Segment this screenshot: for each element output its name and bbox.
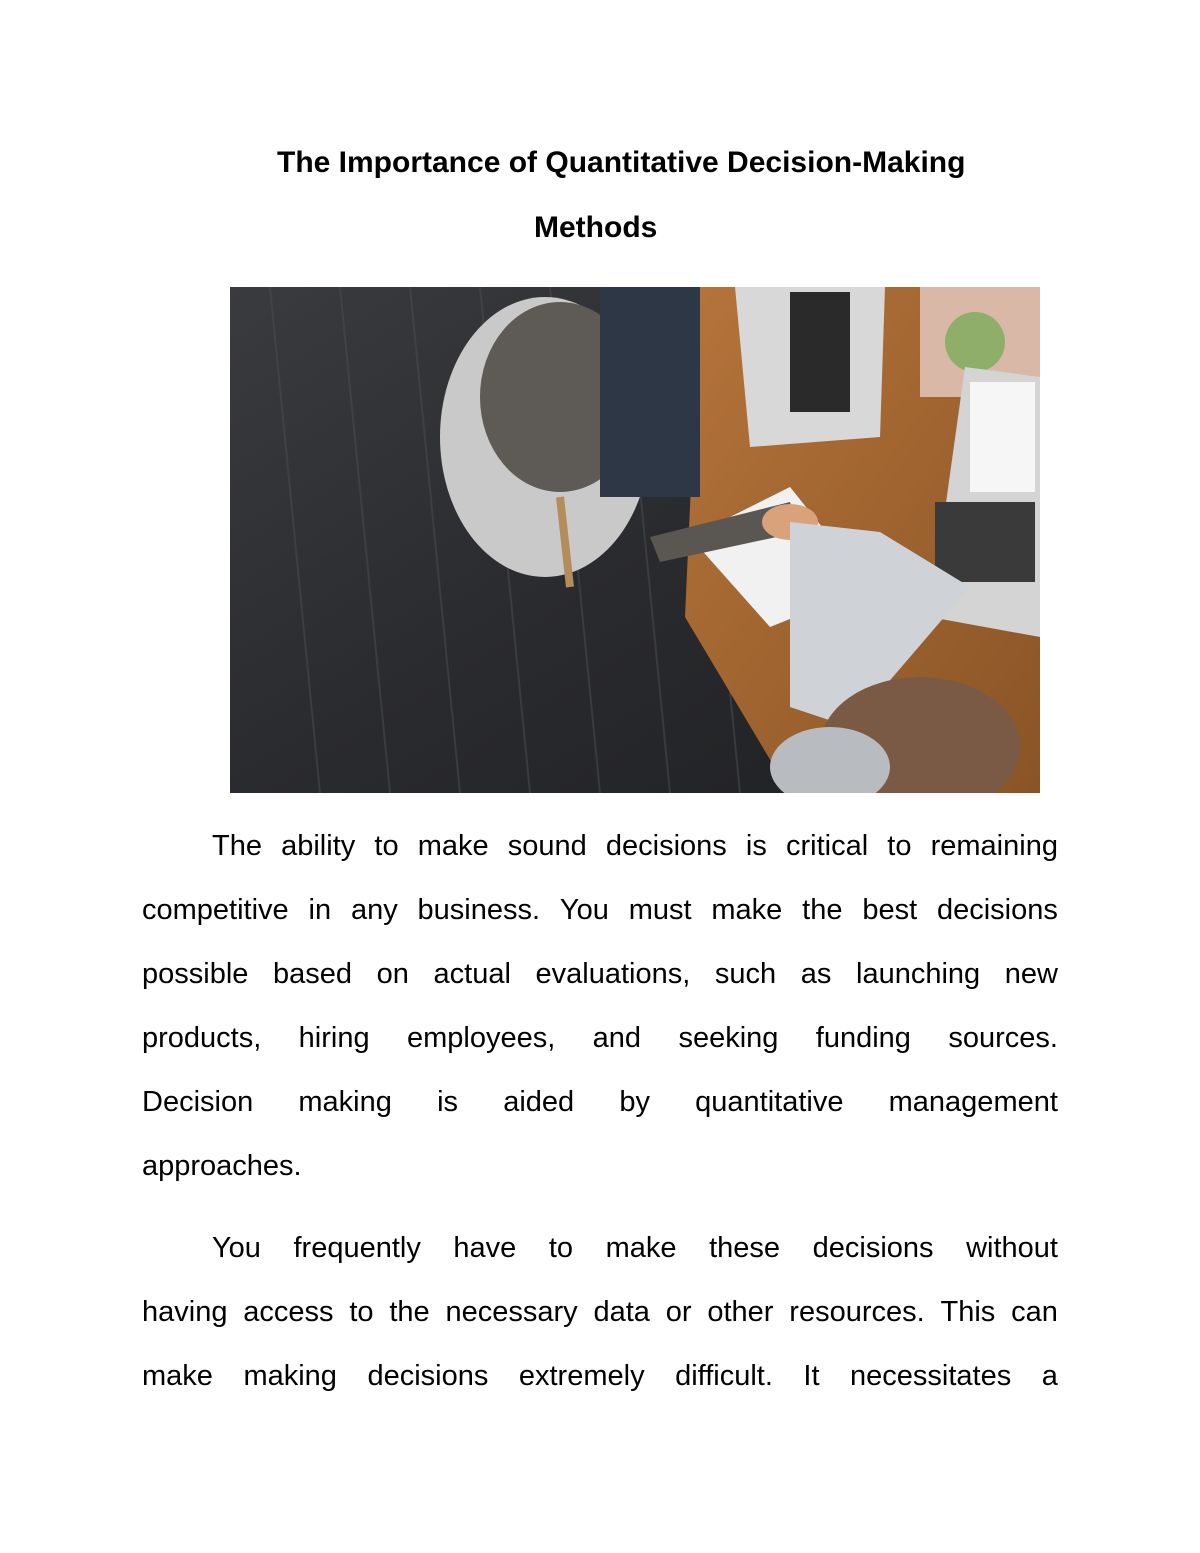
paragraph-2-line-2: having access to the necessary data or other resources. This can bbox=[142, 1296, 1058, 1328]
paragraph-2-line-1: You frequently have to make these decisions without bbox=[212, 1232, 1058, 1264]
paragraph-1-line-1: The ability to make sound decisions is critical to remaining bbox=[212, 830, 1058, 862]
document-title-line-2: Methods bbox=[534, 211, 658, 244]
paragraph-1-line-3: possible based on actual evaluations, such as launching new bbox=[142, 958, 1058, 990]
paragraph-1-line-4: products, hiring employees, and seeking funding sources. bbox=[142, 1022, 1058, 1054]
paragraph-2-line-3: make making decisions extremely difficult. It necessitates a bbox=[142, 1360, 1058, 1392]
business-handshake-photo bbox=[230, 287, 1040, 793]
paragraph-1-line-5: Decision making is aided by quantitative management bbox=[142, 1086, 1058, 1118]
paragraph-1-line-6: approaches. bbox=[142, 1150, 302, 1182]
document-title-line-1: The Importance of Quantitative Decision-Making bbox=[277, 146, 966, 179]
paragraph-1-line-2: competitive in any business. You must make the best decisions bbox=[142, 894, 1058, 926]
